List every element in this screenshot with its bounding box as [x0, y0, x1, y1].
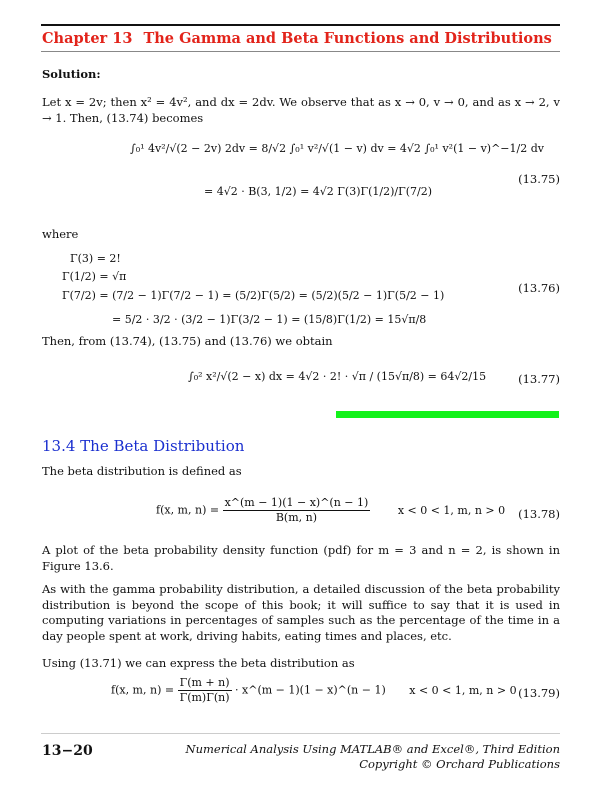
chapter-rule	[41, 51, 560, 52]
equation-number-13-79: (13.79)	[518, 686, 560, 700]
equation-13-79-fraction	[178, 676, 232, 705]
equation-number-13-77: (13.77)	[518, 372, 560, 386]
intro-paragraph: Let x = 2v; then x² = 4v², and dx = 2dv. We observe that as x → 0, v → 0, and as x → 2, v → 1. Then, (13.74) becomes	[42, 95, 560, 125]
where-label: where	[42, 227, 79, 241]
highlight-bar	[336, 411, 559, 418]
equation-number-13-75: (13.75)	[518, 172, 560, 186]
chapter-title: The Gamma and Beta Functions and Distributions	[143, 30, 552, 47]
equation-13-78-numerator: x^(m − 1)(1 − x)^(n − 1)	[224, 496, 369, 509]
footer-copyright: Copyright © Orchard Publications	[359, 757, 560, 771]
header-rule	[41, 24, 560, 26]
using-paragraph: Using (13.71) we can express the beta distribution as	[42, 656, 355, 670]
equation-13-75-line-1: ∫₀¹ 4v²/√(2 − 2v) 2dv = 8/√2 ∫₀¹ v²/√(1 − v) dv = 4√2 ∫₀¹ v²(1 − v)^−1/2 dv	[130, 142, 544, 155]
equation-13-79-rest: · x^(m − 1)(1 − x)^(n − 1)	[235, 683, 386, 697]
section-heading: 13.4 The Beta Distribution	[42, 437, 245, 455]
equation-13-78-fraction	[223, 496, 371, 525]
footer-rule	[41, 733, 560, 734]
equation-13-78-lhs: f(x, m, n) =	[156, 503, 220, 517]
page-number: 13−20	[42, 743, 93, 759]
equation-13-78	[156, 496, 505, 525]
equation-13-76-line-4: = 5/2 · 3/2 · (3/2 − 1)Γ(3/2 − 1) = (15/8)Γ(1/2) = 15√π/8	[112, 313, 427, 326]
equation-13-79-numerator: Γ(m + n)	[179, 676, 230, 689]
equation-13-76-line-3: Γ(7/2) = (7/2 − 1)Γ(7/2 − 1) = (5/2)Γ(5/2) = (5/2)(5/2 − 1)Γ(5/2 − 1)	[62, 289, 445, 302]
equation-13-79-lhs: f(x, m, n) =	[111, 683, 175, 697]
solution-label: Solution:	[42, 67, 101, 81]
equation-13-79-denominator: Γ(m)Γ(n)	[179, 691, 230, 704]
beta-definition-text: The beta distribution is defined as	[42, 464, 242, 478]
equation-13-79	[111, 676, 517, 705]
discussion-paragraph: As with the gamma probability distribution, a detailed discussion of the beta probability distribution is beyond the scope of this book; it will suffice to say that it is used in computing variations in percentages of samples such as the percentage of the time in a day people spent at work, driving habits, eating times and places, etc.	[42, 582, 560, 643]
equation-13-78-condition: x < 0 < 1, m, n > 0	[397, 503, 506, 517]
equation-13-76-line-1: Γ(3) = 2!	[70, 252, 121, 265]
equation-13-76-line-2: Γ(1/2) = √π	[62, 270, 127, 283]
footer-book-title: Numerical Analysis Using MATLAB® and Excel®, Third Edition	[185, 742, 560, 756]
equation-13-75-line-2: = 4√2 · B(3, 1/2) = 4√2 Γ(3)Γ(1/2)/Γ(7/2)	[204, 185, 433, 198]
equation-13-79-condition: x < 0 < 1, m, n > 0	[409, 683, 517, 697]
plot-paragraph: A plot of the beta probability density function (pdf) for m = 3 and n = 2, is shown in Figure 13.6.	[42, 543, 560, 573]
equation-13-77: ∫₀² x²/√(2 − x) dx = 4√2 · 2! · √π / (15√π/8) = 64√2/15	[188, 370, 487, 383]
then-paragraph: Then, from (13.74), (13.75) and (13.76) we obtain	[42, 334, 333, 348]
chapter-header	[42, 30, 552, 47]
chapter-label: Chapter 13	[42, 30, 133, 47]
equation-13-78-denominator: B(m, n)	[275, 511, 318, 524]
equation-number-13-78: (13.78)	[518, 507, 560, 521]
equation-number-13-76: (13.76)	[518, 281, 560, 295]
